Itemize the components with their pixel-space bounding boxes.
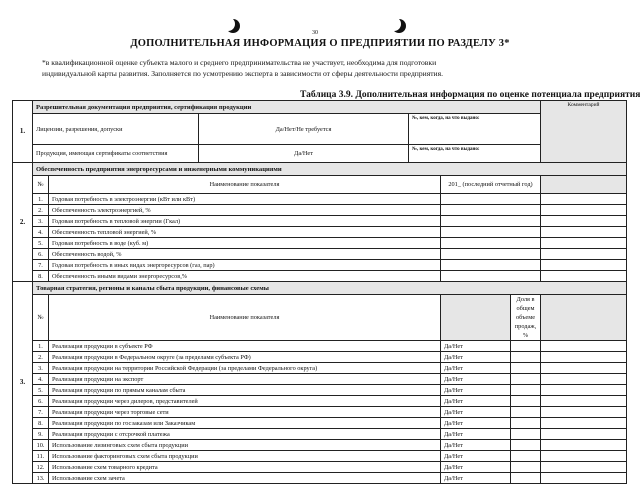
sales-row-comment[interactable] [541,451,627,462]
sales-row-comment[interactable] [541,396,627,407]
energy-row-name: Годовая потребность в тепловой энергии (Гкал) [49,216,441,227]
potential-table [12,100,627,484]
energy-row-comment[interactable] [541,205,627,216]
sales-row-share[interactable] [511,341,541,352]
sales-row-number: 1. [33,341,49,352]
sales-row-name: Реализация продукции через торговые сети [49,407,441,418]
sales-row-name: Использование факторинговых схем сбыта продукции [49,451,441,462]
sales-row-yes-no[interactable]: Да/Нет [441,374,511,385]
energy-row-value[interactable] [441,227,541,238]
sales-row-name: Реализация продукции через дилеров, представителей [49,396,441,407]
sales-row-name: Реализация продукции по госзаказам или Заказчикам [49,418,441,429]
energy-row-value[interactable] [441,238,541,249]
sales-row-comment[interactable] [541,385,627,396]
sales-row-share[interactable] [511,385,541,396]
certificates-issued-field[interactable]: №, кем, когда, на что выдано: [409,145,541,163]
section-2-col-name: Наименование показателя [49,176,441,194]
sales-row-number: 2. [33,352,49,363]
energy-row-number: 2. [33,205,49,216]
sales-row-yes-no[interactable]: Да/Нет [441,473,511,484]
sales-row-share[interactable] [511,374,541,385]
energy-row-value[interactable] [441,260,541,271]
sales-row-name: Использование схем зачета [49,473,441,484]
section-3-yn-header [441,295,511,341]
left-logo-mark [226,19,240,33]
energy-row-number: 6. [33,249,49,260]
energy-row-value[interactable] [441,205,541,216]
energy-row-name: Годовая потребность в воде (куб. м) [49,238,441,249]
sales-row-comment[interactable] [541,473,627,484]
energy-row-name: Обеспеченность иными видами энергоресурсов,% [49,271,441,282]
sales-row-name: Реализация продукции по прямым каналам сбыта [49,385,441,396]
energy-row-name: Годовая потребность в электроэнергии (кВт или кВт) [49,194,441,205]
energy-row-name: Годовая потребность в иных видах энергоресурсов (газ, пар) [49,260,441,271]
page-heading: ДОПОЛНИТЕЛЬНАЯ ИНФОРМАЦИЯ О ПРЕДПРИЯТИИ ПО РАЗДЕЛУ 3* [130,38,510,49]
section-3-number: 3. [13,282,33,484]
certificates-label: Продукция, имеющая сертификаты соответствия [33,145,199,163]
sales-row-comment[interactable] [541,429,627,440]
sales-row-comment[interactable] [541,418,627,429]
section-3-comment-cell [541,295,627,341]
sales-row-comment[interactable] [541,352,627,363]
section-1-number: 1. [13,101,33,163]
comment-header: Комментарий [541,101,627,163]
sales-row-name: Реализация продукции на экспорт [49,374,441,385]
sales-row-share[interactable] [511,418,541,429]
sales-row-share[interactable] [511,473,541,484]
energy-row-number: 5. [33,238,49,249]
section-2-col-year: 201_ (последний отчетный год) [441,176,541,194]
energy-row-comment[interactable] [541,260,627,271]
sales-row-share[interactable] [511,462,541,473]
energy-row-value[interactable] [441,216,541,227]
sales-row-comment[interactable] [541,440,627,451]
section-2-title: Обеспеченность предприятия энергоресурсами и инженерными коммуникациями [33,163,627,176]
right-logo-mark [392,19,406,33]
sales-row-name: Реализация продукции на территории Российской Федерации (за пределами Федерального округа) [49,363,441,374]
sales-row-share[interactable] [511,396,541,407]
sales-row-number: 5. [33,385,49,396]
energy-row-value[interactable] [441,194,541,205]
sales-row-comment[interactable] [541,462,627,473]
section-3-title: Товарная стратегия, регионы и каналы сбыта продукции, финансовые схемы [33,282,627,295]
sales-row-share[interactable] [511,440,541,451]
energy-row-comment[interactable] [541,227,627,238]
sales-row-comment[interactable] [541,341,627,352]
section-2-comment-cell [541,176,627,194]
energy-row-number: 8. [33,271,49,282]
page-number: 30 [312,30,318,36]
sales-row-number: 8. [33,418,49,429]
energy-row-number: 1. [33,194,49,205]
energy-row-number: 7. [33,260,49,271]
energy-row-comment[interactable] [541,238,627,249]
sales-row-share[interactable] [511,352,541,363]
sales-row-yes-no[interactable]: Да/Нет [441,396,511,407]
energy-row-name: Обеспеченность тепловой энергией, % [49,227,441,238]
sales-row-yes-no[interactable]: Да/Нет [441,407,511,418]
sales-row-yes-no[interactable]: Да/Нет [441,451,511,462]
certificates-answer[interactable]: Да/Нет [199,145,409,163]
energy-row-comment[interactable] [541,271,627,282]
sales-row-comment[interactable] [541,363,627,374]
sales-row-name: Использование лизинговых схем сбыта продукции [49,440,441,451]
energy-row-comment[interactable] [541,249,627,260]
energy-row-value[interactable] [441,249,541,260]
footnote-line-2: индивидуальной карты развития. Заполняется по усмотрению эксперта в зависимости от сферы деятельности предприятия. [42,69,444,78]
energy-row-name: Обеспеченность электроэнергией, % [49,205,441,216]
section-3-col-name: Наименование показателя [49,295,441,341]
sales-row-number: 9. [33,429,49,440]
sales-row-yes-no[interactable]: Да/Нет [441,429,511,440]
section-3-col-share: Доля в общем объеме продаж, % [511,295,541,341]
energy-row-value[interactable] [441,271,541,282]
sales-row-name: Реализация продукции в Федеральном округе (за пределами субъекта РФ) [49,352,441,363]
sales-row-number: 10. [33,440,49,451]
section-2-number: 2. [13,163,33,282]
sales-row-number: 6. [33,396,49,407]
footnote [42,57,602,79]
sales-row-yes-no[interactable]: Да/Нет [441,462,511,473]
energy-row-comment[interactable] [541,194,627,205]
sales-row-yes-no[interactable]: Да/Нет [441,418,511,429]
section-3-col-no: № [33,295,49,341]
sales-row-share[interactable] [511,451,541,462]
sales-row-yes-no[interactable]: Да/Нет [441,352,511,363]
licenses-answer[interactable]: Да/Нет/Не требуется [199,114,409,145]
sales-row-yes-no[interactable]: Да/Нет [441,341,511,352]
energy-row-number: 3. [33,216,49,227]
sales-row-name: Реализация продукции с отсрочкой платежа [49,429,441,440]
sales-row-yes-no[interactable]: Да/Нет [441,440,511,451]
sales-row-comment[interactable] [541,407,627,418]
section-2-col-no: № [33,176,49,194]
sales-row-number: 7. [33,407,49,418]
sales-row-number: 11. [33,451,49,462]
section-1-title: Разрешительная документация предприятия, сертификация продукции [33,101,541,114]
footnote-line-1: *в квалификационной оценке субъекта малого и среднего предпринимательства не участвует, необходима для подготовки [42,58,437,67]
sales-row-number: 13. [33,473,49,484]
energy-row-comment[interactable] [541,216,627,227]
sales-row-name: Использование схем товарного кредита [49,462,441,473]
sales-row-name: Реализация продукции в субъекте РФ [49,341,441,352]
sales-row-number: 3. [33,363,49,374]
sales-row-share[interactable] [511,363,541,374]
sales-row-comment[interactable] [541,374,627,385]
sales-row-number: 12. [33,462,49,473]
sales-row-number: 4. [33,374,49,385]
table-caption: Таблица 3.9. Дополнительная информация по оценке потенциала предприятия [300,90,640,100]
sales-row-yes-no[interactable]: Да/Нет [441,385,511,396]
energy-row-number: 4. [33,227,49,238]
sales-row-share[interactable] [511,429,541,440]
licenses-label: Лицензии, разрешения, допуски [33,114,199,145]
energy-row-name: Обеспеченность водой, % [49,249,441,260]
sales-row-share[interactable] [511,407,541,418]
sales-row-yes-no[interactable]: Да/Нет [441,363,511,374]
licenses-issued-field[interactable]: №, кем, когда, на что выдано: [409,114,541,145]
